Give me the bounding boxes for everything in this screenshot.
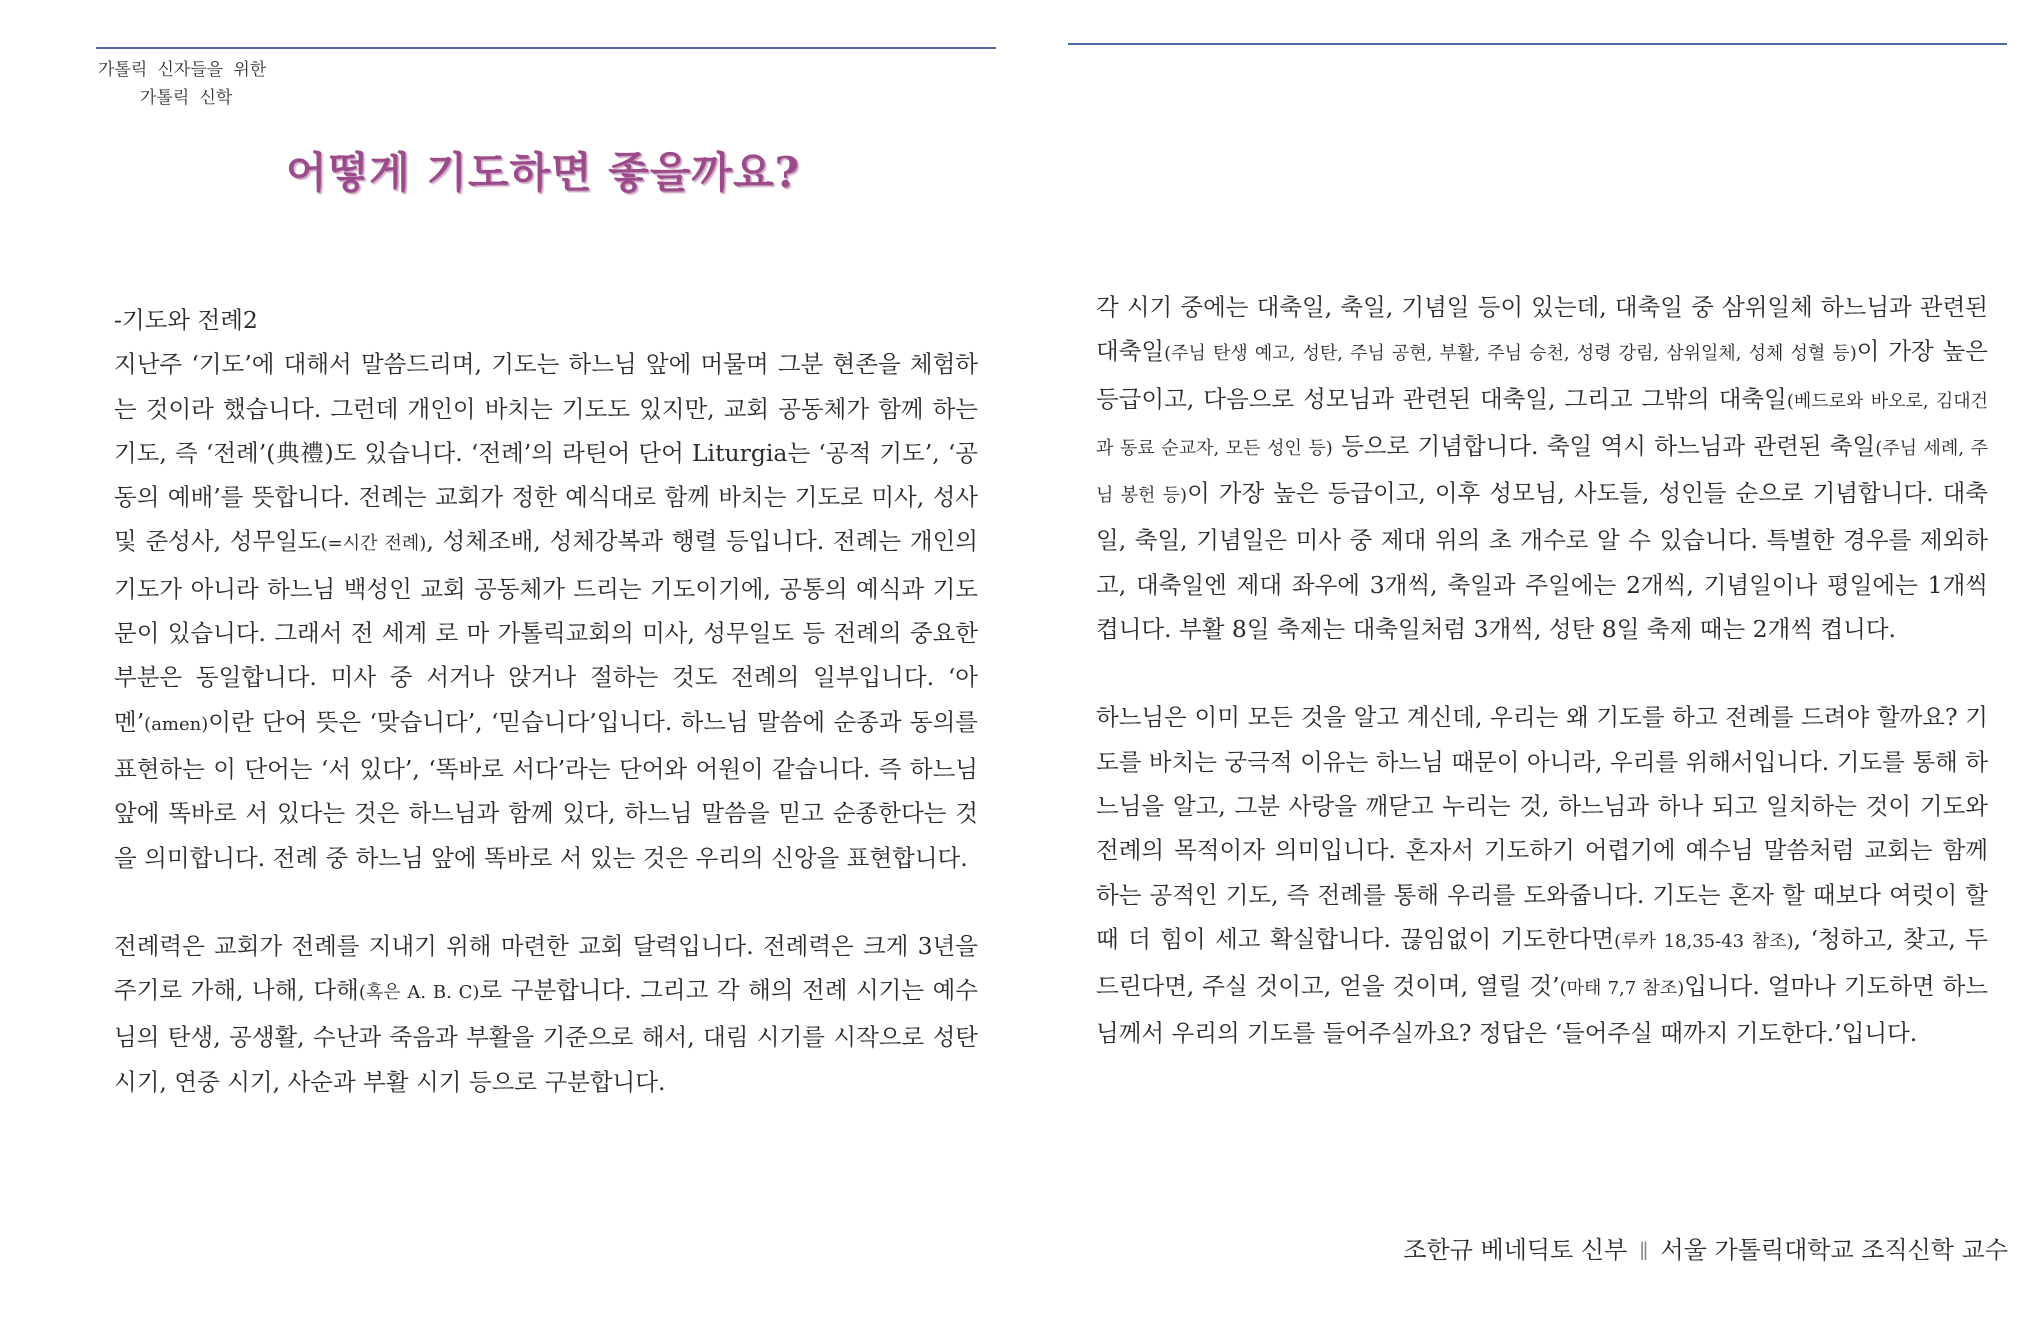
- author-name: 조한규 베네딕토 신부: [1403, 1236, 1628, 1264]
- text-run: 이 가장 높은 등급이고, 이후 성모님, 사도들, 성인들 순으로 기념합니다. 대축일, 축일, 기념일은 미사 중 제대 위의 초 개수로 알 수 있습니다. 특별한 경우를 제외하고, 대축일엔 제대 좌우에 3개씩, 축일과 주일에는 2개씩, 기념일이나 평일에는 1개씩 켭니다. 부활 8일 축제는 대축일처럼 3개씩, 성탄 8일 축제 때는 2개씩 켭니다.: [1096, 479, 1988, 644]
- text-run: 도 있습니다. ‘전례’의 라틴어 단어 Liturgia는 ‘공적 기도’, ‘공동의 예배’를 뜻합니다. 전례는 교회가 정한 예식대로 함께 바치는 기도로 미사, 성사 및 준성사, 성무일도: [114, 438, 979, 556]
- text-run: 지난주 ‘기도’에 대해서 말씀드리며, 기도는 하느님 앞에 머물며 그분 현존을 체험하는 것이라 했습니다. 그런데 개인이 바치는 기도도 있지만, 교회 공동체가 함께 하는 기도, 즉 ‘전례’: [114, 350, 978, 467]
- hanja-note: (典禮): [266, 438, 334, 467]
- inline-note: (=시간 전례): [320, 533, 427, 555]
- text-run: 입니다. 얼마나 기도하면 하느님께서 우리의 기도를 들어주실까요? 정답은 ‘들어주실 때까지 기도한다.’입니다.: [1096, 972, 1989, 1048]
- paragraph-why-pray: [1096, 695, 1988, 1055]
- author-affiliation: 서울 가톨릭대학교 조직신학 교수: [1660, 1236, 2008, 1264]
- text-run: 각 시기 중에는 대축일, 축일, 기념일 등이 있는데, 대축일 중 삼위일체 하느님과 관련된 대축일: [1096, 293, 1988, 366]
- header-rule-left: [96, 47, 996, 49]
- inline-note: (베드로와 바오로, 김대건과 동료 순교자, 모든 성인 등): [1096, 390, 1989, 459]
- series-line-1: 가톨릭 신자들을 위한: [98, 60, 267, 80]
- text-run: 이 가장 높은 등급이고, 다음으로 성모님과 관련된 대축일, 그리고 그밖의 대축일: [1096, 337, 1988, 413]
- inline-note: (혹은 A. B. C): [358, 982, 480, 1004]
- header-rule-right: [1068, 43, 2007, 45]
- text-run: 등으로 기념합니다. 축일 역시 하느님과 관련된 축일: [1332, 431, 1876, 460]
- text-run: 전례력은 교회가 전례를 지내기 위해 마련한 교회 달력입니다. 전례력은 크게 3년을 주기로 가해, 나해, 다해: [114, 931, 978, 1005]
- inline-note: (amen): [144, 713, 209, 735]
- inline-note: (주님 세례, 주님 봉헌 등): [1096, 437, 1988, 507]
- paragraph-liturgical-calendar: [114, 924, 978, 1104]
- scripture-reference: (마태 7,7 참조): [1559, 978, 1685, 1000]
- text-run: 이란 단어 뜻은 ‘맞습니다’, ‘믿습니다’입니다. 하느님 말씀에 순종과 동의를 표현하는 이 단어는 ‘서 있다’, ‘똑바로 서다’라는 단어와 어원이 같습니다. 즉 하느님 앞에 똑바로 서 있다는 것은 하느님과 함께 있다, 하느님 말씀을 믿고 순종한다는 것을 의미합니다. 전례 중 하느님 앞에 똑바로 서 있는 것은 우리의 신앙을 표현합니다.: [114, 707, 978, 872]
- subtitle: -기도와 전례2: [114, 306, 258, 334]
- series-line-2: 가톨릭 신학: [140, 88, 233, 108]
- series-label: [98, 56, 266, 112]
- left-column: [114, 298, 978, 1104]
- right-column: [1096, 285, 1988, 1056]
- paragraph-feast-ranks: [1096, 285, 1988, 651]
- scripture-reference: (루카 18,35-43 참조): [1614, 930, 1794, 952]
- text-run: , 성체조배, 성체강복과 행렬 등입니다. 전례는 개인의 기도가 아니라 하느님 백성인 교회 공동체가 드리는 기도이기에, 공통의 예식과 기도문이 있습니다. 그래서 전 세계 로 마 가톨릭교회의 미사, 성무일도 등 전례의 중요한 부분은 동일합니다. 미사 중 서거나 앉거나 절하는 것도 전례의 일부입니다. ‘아멘’: [114, 527, 979, 736]
- author-credit: [1403, 1230, 2008, 1265]
- page-title: 어떻게 기도하면 좋을까요?: [286, 148, 801, 197]
- text-run: 하느님은 이미 모든 것을 알고 계신데, 우리는 왜 기도를 하고 전례를 드려야 할까요? 기도를 바치는 궁극적 이유는 하느님 때문이 아니라, 우리를 위해서입니다. 기도를 통해 하느님을 알고, 그분 사랑을 깨닫고 누리는 것, 하느님과 하나 되고 일치하는 것이 기도와 전례의 목적이자 의미입니다. 혼자서 기도하기 어렵기에 예수님 말씀처럼 교회는 함께 하는 공적인 기도, 즉 전례를 통해 우리를 도와줍니다. 기도는 혼자 할 때보다 여럿이 할 때 더 힘이 세고 확실합니다. 끊임없이 기도한다면: [1096, 703, 1988, 953]
- text-run: 로 구분합니다. 그리고 각 해의 전례 시기는 예수님의 탄생, 공생활, 수난과 죽음과 부활을 기준으로 해서, 대림 시기를 시작으로 성탄 시기, 연중 시기, 사순과 부활 시기 등으로 구분합니다.: [114, 976, 978, 1096]
- author-separator: ∥: [1639, 1239, 1649, 1263]
- paragraph-prayer-liturgy: [114, 342, 978, 880]
- text-run: , ‘청하고, 찾고, 두드린다면, 주실 것이고, 얻을 것이며, 열릴 것’: [1096, 924, 1989, 1001]
- inline-note: (주님 탄생 예고, 성탄, 주님 공현, 부활, 주님 승천, 성령 강림, 삼위일체, 성체 성혈 등): [1164, 343, 1857, 365]
